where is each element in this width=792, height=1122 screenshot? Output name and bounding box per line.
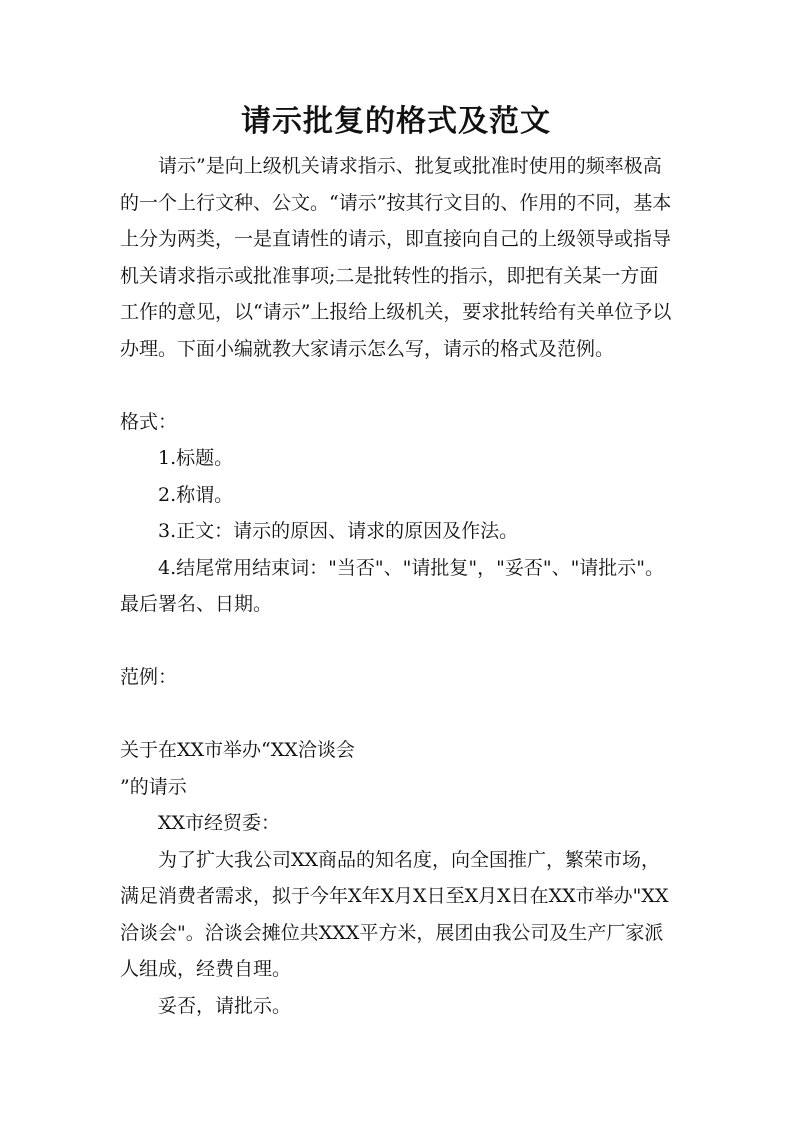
format-item-title: 1.标题。	[158, 447, 234, 469]
spacer	[120, 367, 672, 404]
example-heading: 范例：	[120, 666, 178, 688]
spacer	[120, 696, 672, 733]
format-heading: 格式：	[120, 410, 178, 433]
format-item-body: 3.正文：请示的原因、请求的原因及作法。	[158, 520, 519, 542]
format-item-salutation: 2.称谓。	[158, 483, 234, 506]
example-closing: 妥否，请批示。	[158, 994, 292, 1017]
example-salutation: XX市经贸委：	[158, 812, 281, 834]
example-title-line-1: 关于在XX市举办“XX洽谈会	[120, 739, 355, 761]
example-title-line-2: ”的请示	[120, 775, 187, 798]
intro-paragraph: 请示”是向上级机关请求指示、批复或批准时使用的频率极高的一个上行文种、公文。“请示”按其行文目的、作用的不同，基本上分为两类，一是直请性的请示，即直接向自己的上级领导或指导机关请求指示或批准事项;二是批转性的指示，即把有关某一方面工作的意见，以“请示”上报给上级机关，要求批转给有关单位予以办理。下面小编就教大家请示怎么写，请示的格式及范例。	[120, 155, 672, 360]
document-body	[120, 148, 672, 1024]
document-title: 请示批复的格式及范文	[241, 104, 551, 139]
format-item-ending: 4.结尾常用结束词："当否"、"请批复"，"妥否"、"请批示"。	[158, 556, 665, 579]
spacer	[120, 623, 672, 660]
example-body: 为了扩大我公司XX商品的知名度，向全国推广，繁荣市场，满足消费者需求，拟于今年X年X月X日至X月X日在XX市举办"XX洽谈会"。洽谈会摊位共XXX平方米，展团由我公司及生产厂家派人组成，经费自理。	[120, 848, 669, 980]
format-tail: 最后署名、日期。	[120, 593, 273, 615]
